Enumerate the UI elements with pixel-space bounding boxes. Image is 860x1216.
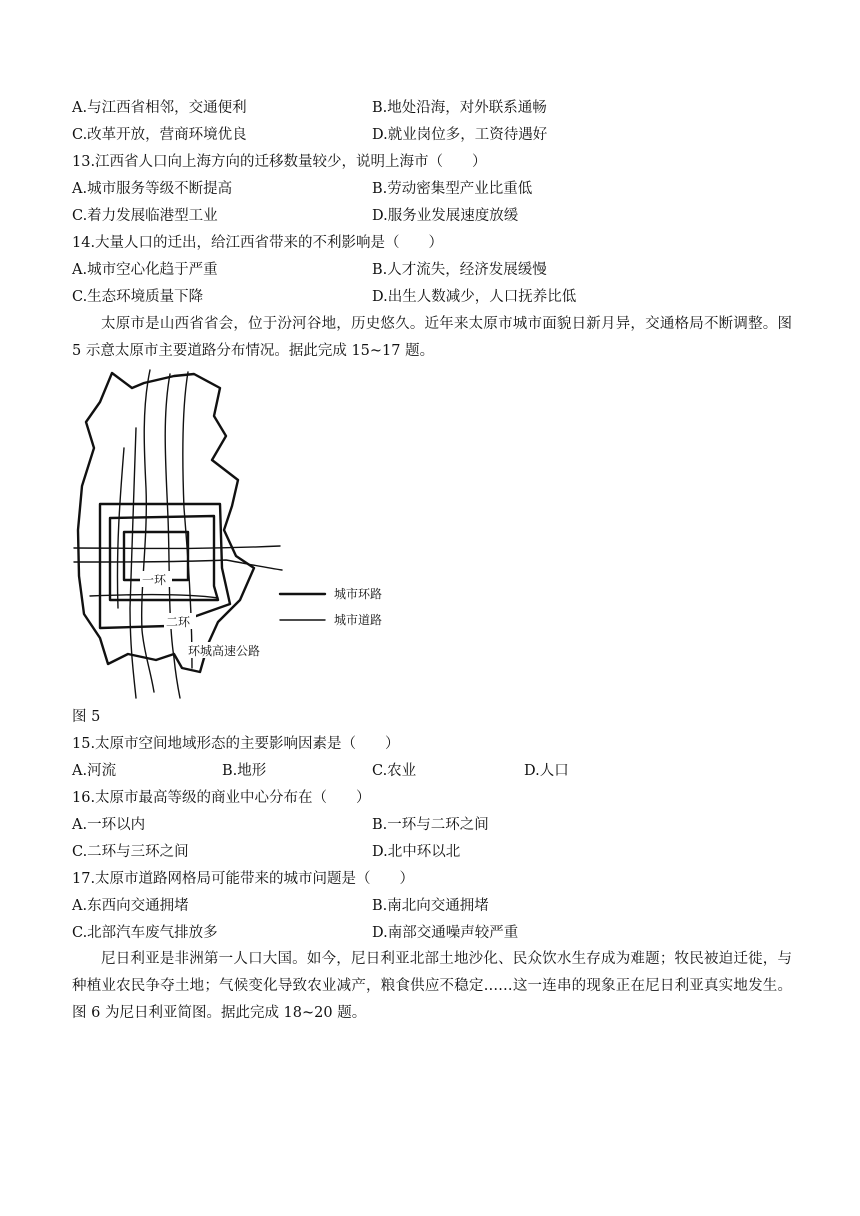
road-ns-4 bbox=[130, 428, 136, 698]
q15-option-c: C.农业 bbox=[372, 763, 417, 779]
q12-option-c: C.改革开放，营商环境优良 bbox=[72, 127, 247, 143]
road-ns-5 bbox=[117, 448, 124, 608]
q14-option-d: D.出生人数减少，人口抚养比低 bbox=[372, 289, 577, 305]
q17-stem: 17.太原市道路网格局可能带来的城市问题是（ ） bbox=[72, 871, 415, 887]
q16-option-b: B.一环与二环之间 bbox=[372, 817, 489, 833]
q12-option-d: D.就业岗位多，工资待遇好 bbox=[372, 127, 548, 143]
q14-option-b: B.人才流失，经济发展缓慢 bbox=[372, 262, 547, 278]
road-ew-1 bbox=[74, 546, 280, 549]
label-expressway: 环城高速公路 bbox=[188, 644, 261, 658]
q17-option-c: C.北部汽车废气排放多 bbox=[72, 925, 218, 941]
q15-option-d: D.人口 bbox=[524, 763, 569, 779]
q16-stem: 16.太原市最高等级的商业中心分布在（ ） bbox=[72, 790, 371, 806]
q14-option-c: C.生态环境质量下降 bbox=[72, 289, 204, 305]
road-ns-2 bbox=[165, 374, 180, 698]
q13-option-b: B.劳动密集型产业比重低 bbox=[372, 181, 533, 197]
q16-option-c: C.二环与三环之间 bbox=[72, 844, 189, 860]
q13-option-c: C.着力发展临港型工业 bbox=[72, 208, 218, 224]
legend-road-label: 城市道路 bbox=[334, 613, 383, 627]
ring-2 bbox=[110, 516, 218, 600]
legend-ring-label: 城市环路 bbox=[334, 587, 383, 601]
q15-option-b: B.地形 bbox=[222, 763, 267, 779]
q13-option-d: D.服务业发展速度放缓 bbox=[372, 208, 519, 224]
q17-option-d: D.南部交通噪声较严重 bbox=[372, 925, 519, 941]
passage-taiyuan: 太原市是山西省省会，位于汾河谷地，历史悠久。近年来太原市城市面貌日新月异，交通格局不断调整。图 5 示意太原市主要道路分布情况。据此完成 15~17 题。 bbox=[72, 316, 792, 359]
q13-option-a: A.城市服务等级不断提高 bbox=[72, 181, 233, 197]
figure-5-caption: 图 5 bbox=[72, 709, 101, 725]
q16-option-a: A.一环以内 bbox=[72, 817, 146, 833]
q15-option-a: A.河流 bbox=[72, 763, 117, 779]
figure-5-map bbox=[70, 368, 430, 708]
q12-option-a: A.与江西省相邻，交通便利 bbox=[72, 100, 247, 116]
q16-option-d: D.北中环以北 bbox=[372, 844, 461, 860]
passage-nigeria: 尼日利亚是非洲第一人口大国。如今，尼日利亚北部土地沙化、民众饮水生存成为难题；牧民被迫迁徙，与种植业农民争夺土地；气候变化导致农业减产，粮食供应不稳定……这一连串的现象正在尼日利亚真实地发生。图 6 为尼日利亚简图。据此完成 18~20 题。 bbox=[72, 951, 792, 1021]
q17-option-b: B.南北向交通拥堵 bbox=[372, 898, 489, 914]
label-ring-2: 二环 bbox=[166, 615, 191, 629]
q13-stem: 13.江西省人口向上海方向的迁移数量较少，说明上海市（ ） bbox=[72, 154, 487, 170]
q15-stem: 15.太原市空间地域形态的主要影响因素是（ ） bbox=[72, 736, 400, 752]
road-ew-2 bbox=[74, 560, 282, 570]
q14-option-a: A.城市空心化趋于严重 bbox=[72, 262, 218, 278]
q14-stem: 14.大量人口的迁出，给江西省带来的不利影响是（ ） bbox=[72, 235, 444, 251]
label-ring-1: 一环 bbox=[142, 573, 167, 587]
q17-option-a: A.东西向交通拥堵 bbox=[72, 898, 189, 914]
q12-option-b: B.地处沿海，对外联系通畅 bbox=[372, 100, 547, 116]
